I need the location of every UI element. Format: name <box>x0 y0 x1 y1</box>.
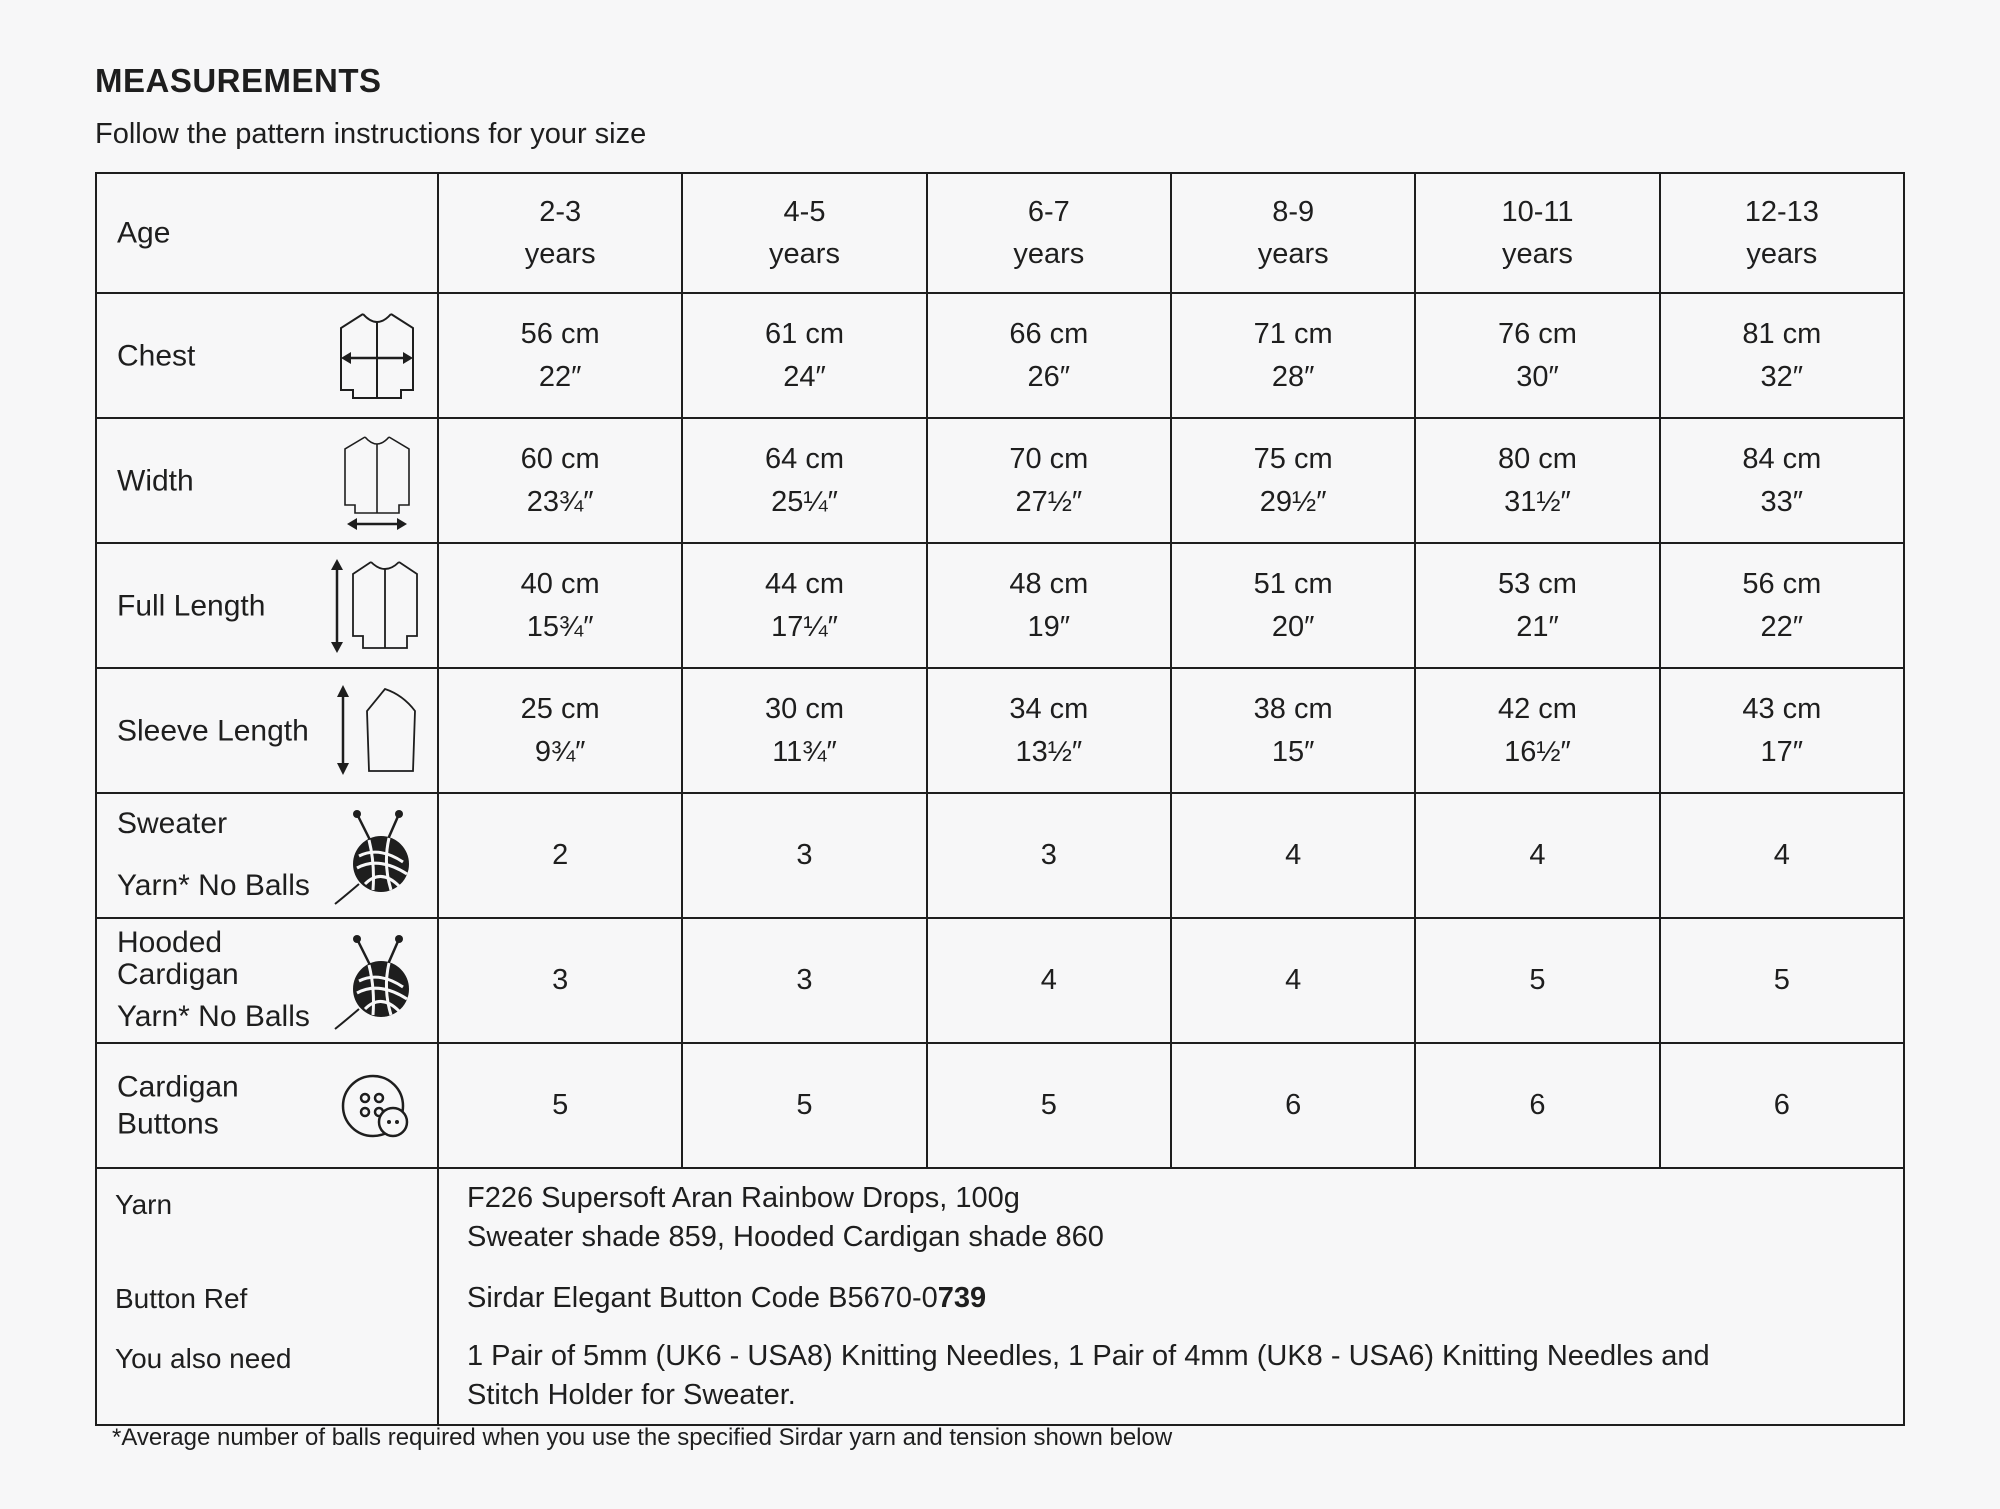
yarn-details <box>467 1179 1104 1257</box>
cardigan-label: Cardigan <box>117 1070 239 1103</box>
sleeve-length-label: Sleeve Length <box>117 713 309 747</box>
hooded-cardigan-yarn-value: 4 <box>1171 918 1415 1043</box>
full-length-value: 56 cm 22″ <box>1660 543 1904 668</box>
hooded-label: Hooded <box>117 926 223 959</box>
size-header: 4-5 years <box>682 173 926 293</box>
buttons-value: 5 <box>438 1043 682 1168</box>
sweater-yarn-value: 4 <box>1415 793 1659 918</box>
materials-labels-cell <box>96 1168 438 1425</box>
hooded-cardigan-yarn-value: 4 <box>927 918 1171 1043</box>
yarn-ball-icon <box>329 806 425 906</box>
full-length-garment-icon <box>329 556 425 656</box>
full-length-label-cell <box>96 543 438 668</box>
sweater-yarn-label-cell <box>96 793 438 918</box>
yarn-line-2: Sweater shade 859, Hooded Cardigan shade 860 <box>467 1221 1104 1254</box>
buttons-label: Buttons <box>117 1107 219 1141</box>
chest-value: 71 cm 28″ <box>1171 293 1415 418</box>
need-line-2: Stitch Holder for Sweater. <box>467 1379 796 1412</box>
chest-value: 56 cm 22″ <box>438 293 682 418</box>
age-label: Age <box>117 216 171 250</box>
full-length-value: 53 cm 21″ <box>1415 543 1659 668</box>
sweater-label: Sweater <box>117 807 228 840</box>
cardigan-buttons-row <box>96 1043 1904 1168</box>
full-length-row <box>96 543 1904 668</box>
sleeve-length-icon <box>329 681 425 781</box>
sleeve-length-value: 43 cm 17″ <box>1660 668 1904 793</box>
width-value: 75 cm 29½″ <box>1171 418 1415 543</box>
footnote: *Average number of balls required when you use the specified Sirdar yarn and tension shown below <box>112 1424 1173 1451</box>
chest-row <box>96 293 1904 418</box>
yarn-ball-icon <box>329 931 425 1031</box>
full-length-value: 40 cm 15¾″ <box>438 543 682 668</box>
size-header: 6-7 years <box>927 173 1171 293</box>
sleeve-length-value: 42 cm 16½″ <box>1415 668 1659 793</box>
hooded-cardigan-label-cell <box>96 918 438 1043</box>
width-value: 80 cm 31½″ <box>1415 418 1659 543</box>
chest-label: Chest <box>117 338 196 372</box>
sweater-yarn-value: 2 <box>438 793 682 918</box>
chest-label-cell <box>96 293 438 418</box>
page-title: MEASUREMENTS <box>95 62 382 99</box>
hooded-cardigan-yarn-value: 5 <box>1660 918 1904 1043</box>
sweater-yarn-value: 4 <box>1171 793 1415 918</box>
width-row <box>96 418 1904 543</box>
sleeve-length-label-cell <box>96 668 438 793</box>
width-value: 60 cm 23¾″ <box>438 418 682 543</box>
materials-values-cell <box>438 1168 1904 1425</box>
buttons-value: 6 <box>1171 1043 1415 1168</box>
hooded-cardigan-yarn-row <box>96 918 1904 1043</box>
buttons-value: 6 <box>1660 1043 1904 1168</box>
button-code-prefix: Sirdar Elegant Button Code B5670-0 <box>467 1282 938 1314</box>
yarn-line-1: F226 Supersoft Aran Rainbow Drops, 100g <box>467 1182 1020 1214</box>
width-label: Width <box>117 463 194 497</box>
size-header: 10-11 years <box>1415 173 1659 293</box>
sleeve-length-row <box>96 668 1904 793</box>
hooded-cardigan-yarn-value: 3 <box>682 918 926 1043</box>
buttons-value: 6 <box>1415 1043 1659 1168</box>
buttons-value: 5 <box>682 1043 926 1168</box>
size-header: 8-9 years <box>1171 173 1415 293</box>
button-ref-details <box>467 1279 986 1318</box>
full-length-value: 51 cm 20″ <box>1171 543 1415 668</box>
chest-value: 61 cm 24″ <box>682 293 926 418</box>
cardigan-buttons-label-cell <box>96 1043 438 1168</box>
sleeve-length-value: 38 cm 15″ <box>1171 668 1415 793</box>
width-label-cell <box>96 418 438 543</box>
hooded-cardigan-yarn-value: 3 <box>438 918 682 1043</box>
you-also-need-label: You also need <box>115 1343 292 1374</box>
buttons-value: 5 <box>927 1043 1171 1168</box>
chest-width-garment-icon <box>329 306 425 406</box>
sweater-yarn-value: 4 <box>1660 793 1904 918</box>
age-row <box>96 173 1904 293</box>
sweater-yarn-value: 3 <box>927 793 1171 918</box>
full-length-value: 48 cm 19″ <box>927 543 1171 668</box>
yarn-balls-label: Yarn* No Balls <box>117 999 310 1033</box>
size-header: 12-13 years <box>1660 173 1904 293</box>
page-subtitle: Follow the pattern instructions for your size <box>95 118 647 150</box>
full-length-value: 44 cm 17¼″ <box>682 543 926 668</box>
hooded-cardigan-yarn-value: 5 <box>1415 918 1659 1043</box>
materials-row <box>96 1168 1904 1425</box>
sleeve-length-value: 30 cm 11¾″ <box>682 668 926 793</box>
sweater-yarn-value: 3 <box>682 793 926 918</box>
hem-width-garment-icon <box>329 431 425 531</box>
full-length-label: Full Length <box>117 588 266 622</box>
measurements-table <box>95 172 1905 1426</box>
width-value: 70 cm 27½″ <box>927 418 1171 543</box>
you-also-need-details <box>467 1337 1710 1415</box>
need-line-1: 1 Pair of 5mm (UK6 - USA8) Knitting Needles, 1 Pair of 4mm (UK8 - USA6) Knitting Needles and <box>467 1340 1710 1372</box>
width-value: 84 cm 33″ <box>1660 418 1904 543</box>
sleeve-length-value: 34 cm 13½″ <box>927 668 1171 793</box>
yarn-label: Yarn <box>115 1189 173 1220</box>
chest-value: 81 cm 32″ <box>1660 293 1904 418</box>
sleeve-length-value: 25 cm 9¾″ <box>438 668 682 793</box>
size-header: 2-3 years <box>438 173 682 293</box>
button-icon <box>329 1056 425 1156</box>
button-code-shade: 739 <box>937 1282 987 1314</box>
chest-value: 76 cm 30″ <box>1415 293 1659 418</box>
width-value: 64 cm 25¼″ <box>682 418 926 543</box>
sweater-yarn-row <box>96 793 1904 918</box>
cardigan-label: Cardigan <box>117 957 239 991</box>
button-ref-label: Button Ref <box>115 1283 248 1314</box>
yarn-balls-label: Yarn* No Balls <box>117 868 310 902</box>
age-label-cell <box>96 173 438 293</box>
chest-value: 66 cm 26″ <box>927 293 1171 418</box>
